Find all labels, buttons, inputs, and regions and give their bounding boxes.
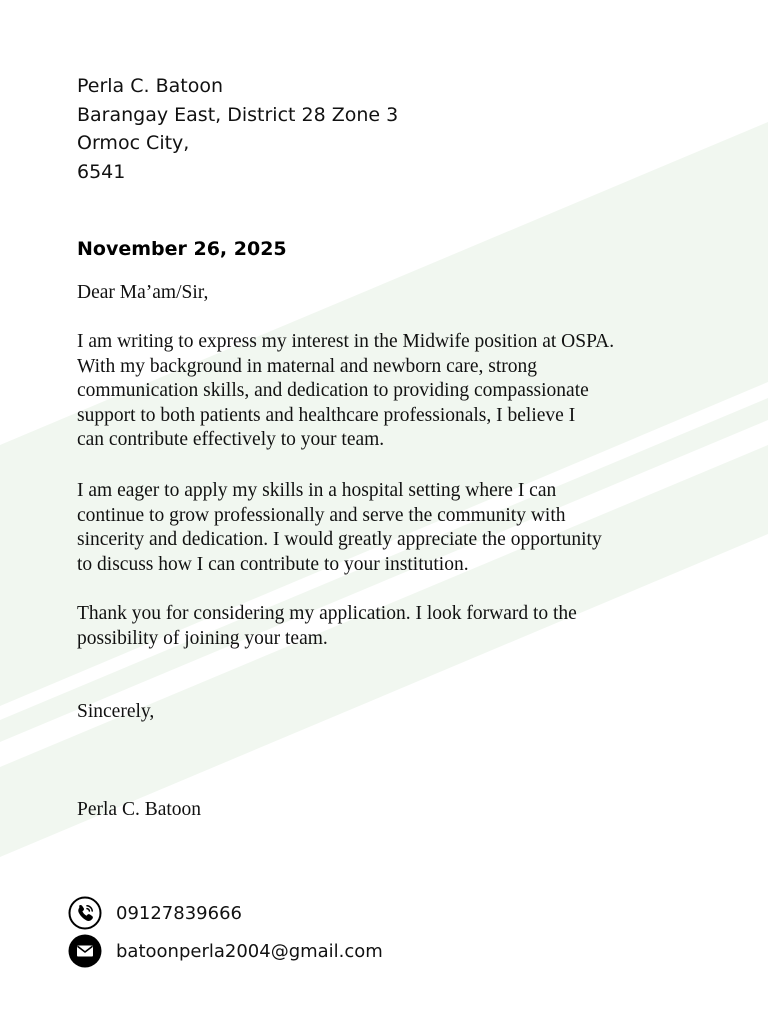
paragraph-line: sincerity and dedication. I would greatly appreciate the opportunity bbox=[77, 529, 602, 551]
sender-address-line2: Ormoc City, bbox=[77, 132, 190, 154]
paragraph-2 bbox=[77, 479, 697, 577]
paragraph-line: Thank you for considering my application. I look forward to the bbox=[77, 603, 577, 624]
sender-address-block bbox=[77, 72, 398, 186]
paragraph-line: support to both patients and healthcare professionals, I believe I bbox=[77, 404, 576, 426]
contact-phone-row bbox=[68, 896, 242, 930]
paragraph-line: With my background in maternal and newborn care, strong bbox=[77, 355, 538, 377]
sender-name: Perla C. Batoon bbox=[77, 75, 224, 97]
salutation: Dear Ma’am/Sir, bbox=[77, 282, 209, 303]
contact-phone-number: 09127839666 bbox=[116, 902, 242, 924]
paragraph-3 bbox=[77, 602, 697, 651]
letter-date: November 26, 2025 bbox=[77, 238, 287, 260]
sender-address-line1: Barangay East, District 28 Zone 3 bbox=[77, 103, 399, 126]
paragraph-line: I am writing to express my interest in the Midwife position at OSPA. bbox=[77, 331, 615, 352]
sender-postal-code: 6541 bbox=[77, 160, 126, 183]
paragraph-line: possibility of joining your team. bbox=[77, 627, 328, 649]
phone-icon bbox=[68, 896, 102, 930]
paragraph-line: can contribute effectively to your team. bbox=[77, 429, 385, 451]
closing: Sincerely, bbox=[77, 701, 155, 722]
signature-name: Perla C. Batoon bbox=[77, 799, 202, 820]
paragraph-1 bbox=[77, 330, 697, 453]
paragraph-line: continue to grow professionally and serve the community with bbox=[77, 504, 566, 526]
envelope-icon bbox=[68, 934, 102, 968]
contact-email-row bbox=[68, 934, 383, 968]
paragraph-line: I am eager to apply my skills in a hospital setting where I can bbox=[77, 480, 557, 501]
paragraph-line: to discuss how I can contribute to your institution. bbox=[77, 553, 469, 575]
contact-email-address[interactable]: batoonperla2004@gmail.com bbox=[116, 940, 383, 962]
paragraph-line: communication skills, and dedication to providing compassionate bbox=[77, 380, 589, 402]
